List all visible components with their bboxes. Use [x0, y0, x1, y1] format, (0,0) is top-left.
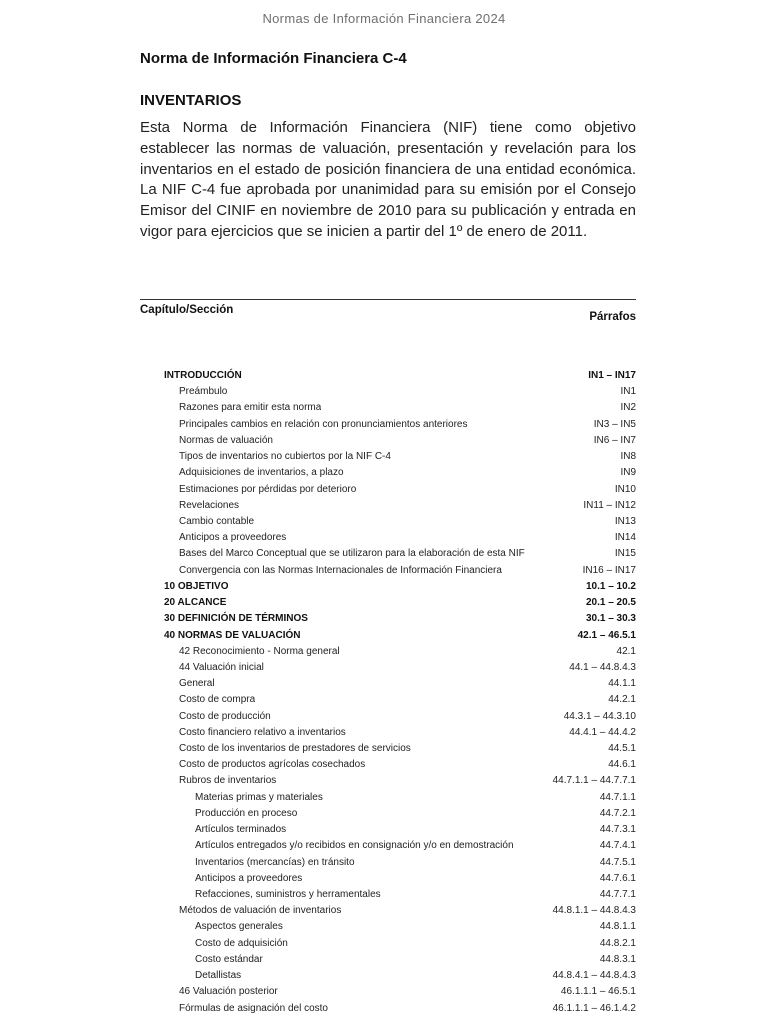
toc-row-paragraphs: 44.8.3.1: [599, 953, 636, 965]
toc-row: [164, 563, 636, 579]
toc-row-label: Revelaciones: [179, 499, 240, 511]
toc-row-paragraphs: 44.7.5.1: [599, 856, 636, 868]
toc-row-paragraphs: 44.7.6.1: [599, 872, 636, 884]
toc-row-paragraphs: 44.7.1.1: [599, 791, 636, 803]
section-heading: INVENTARIOS: [140, 92, 242, 109]
toc-row-paragraphs: 44.8.1.1 – 44.8.4.3: [552, 905, 636, 917]
toc-row: [164, 579, 636, 595]
toc-row-label: Producción en proceso: [195, 807, 298, 819]
toc-row: [164, 530, 636, 546]
toc-row: [164, 449, 636, 465]
toc-row-paragraphs: 46.1.1.1 – 46.5.1: [560, 986, 636, 998]
toc-row-label: Artículos terminados: [195, 824, 287, 836]
toc-row: [164, 919, 636, 935]
toc-row-paragraphs: 44.7.3.1: [599, 824, 636, 836]
toc-row-paragraphs: 44.3.1 – 44.3.10: [563, 710, 636, 722]
toc-row: [164, 417, 636, 433]
table-of-contents: [164, 368, 636, 1017]
toc-row: [164, 984, 636, 1000]
toc-row: [164, 790, 636, 806]
toc-row: [164, 660, 636, 676]
toc-row-paragraphs: 44.4.1 – 44.4.2: [569, 726, 636, 738]
toc-row-paragraphs: 44.8.2.1: [599, 937, 636, 949]
toc-row-label: Fórmulas de asignación del costo: [179, 1002, 328, 1014]
toc-row-label: Razones para emitir esta norma: [179, 402, 322, 414]
toc-row-paragraphs: IN6 – IN7: [593, 434, 636, 446]
toc-row-paragraphs: 44.5.1: [608, 743, 636, 755]
toc-row-paragraphs: IN8: [620, 451, 636, 463]
toc-row-label: Refacciones, suministros y herramentales: [195, 889, 381, 900]
toc-row: [164, 936, 636, 952]
toc-row-paragraphs: IN3 – IN5: [593, 418, 636, 430]
toc-row: [164, 546, 636, 562]
toc-row: [164, 595, 636, 611]
toc-row-label: Anticipos a proveedores: [179, 532, 287, 544]
toc-row-paragraphs: 20.1 – 20.5: [585, 597, 636, 609]
toc-row-paragraphs: IN11 – IN12: [583, 499, 636, 511]
toc-row: [164, 676, 636, 692]
toc-row-label: Costo financiero relativo a inventarios: [179, 726, 346, 738]
toc-row-label: Costo de adquisición: [195, 937, 288, 949]
toc-row: [164, 628, 636, 644]
toc-row: [164, 514, 636, 530]
toc-row-label: Materias primas y materiales: [195, 791, 323, 803]
intro-paragraph: Esta Norma de Información Financiera (NIF) tiene como objetivo establecer las normas de valuación, presentación y revelación para los inventarios en el estado de posición financiera de una entidad económica. La NIF C-4 fue aprobada por unanimidad para su emisión por el Consejo Emisor del CINIF en noviembre de 2010 para su publicación y entrada en vigor para ejercicios que se inicien a partir del 1º de enero de 2011.: [140, 119, 636, 240]
toc-row-paragraphs: 42.1: [616, 645, 636, 657]
toc-row: [164, 871, 636, 887]
toc-row-label: 40 NORMAS DE VALUACIÓN: [164, 629, 301, 641]
toc-row-label: Convergencia con las Normas Internacionales de Información Financiera: [179, 564, 502, 576]
toc-row-label: Normas de valuación: [179, 434, 273, 446]
toc-row: [164, 725, 636, 741]
toc-row-paragraphs: IN13: [614, 515, 636, 527]
toc-row-label: Preámbulo: [179, 386, 228, 398]
toc-row-paragraphs: 44.7.4.1: [599, 840, 636, 852]
toc-row-paragraphs: 30.1 – 30.3: [585, 613, 636, 625]
toc-column-paragraphs: Párrafos: [589, 311, 636, 323]
toc-row: [164, 433, 636, 449]
toc-row-paragraphs: 44.1 – 44.8.4.3: [569, 661, 636, 673]
toc-row-paragraphs: 44.7.7.1: [599, 889, 636, 900]
toc-row-label: Costo de productos agrícolas cosechados: [179, 759, 366, 771]
toc-row-paragraphs: 10.1 – 10.2: [585, 580, 636, 592]
toc-row: [164, 709, 636, 725]
toc-row-label: Aspectos generales: [195, 921, 283, 933]
toc-row-label: Métodos de valuación de inventarios: [179, 905, 342, 917]
toc-row-paragraphs: IN9: [620, 467, 636, 479]
toc-row-paragraphs: 44.1.1: [608, 678, 636, 690]
toc-row-label: Principales cambios en relación con pronunciamientos anteriores: [179, 418, 468, 430]
toc-row-paragraphs: IN2: [620, 402, 636, 414]
toc-row: [164, 968, 636, 984]
toc-row-paragraphs: IN1 – IN17: [588, 370, 636, 381]
toc-row: [164, 806, 636, 822]
toc-row-paragraphs: 44.6.1: [608, 759, 636, 771]
toc-row: [164, 384, 636, 400]
toc-row: [164, 368, 636, 384]
toc-row: [164, 952, 636, 968]
toc-row-label: INTRODUCCIÓN: [164, 370, 242, 381]
toc-row-label: Costo de producción: [179, 710, 271, 722]
toc-row: [164, 855, 636, 871]
toc-row: [164, 887, 636, 903]
toc-row: [164, 465, 636, 481]
toc-row-paragraphs: IN10: [614, 483, 636, 495]
toc-row-paragraphs: 42.1 – 46.5.1: [577, 629, 636, 641]
toc-row: [164, 1001, 636, 1017]
toc-row-label: Tipos de inventarios no cubiertos por la NIF C-4: [179, 451, 391, 463]
toc-row-paragraphs: 44.7.1.1 – 44.7.7.1: [552, 775, 636, 787]
toc-row-label: 10 OBJETIVO: [164, 580, 229, 592]
toc-row-label: Inventarios (mercancías) en tránsito: [195, 856, 355, 868]
toc-divider: [140, 299, 636, 300]
toc-column-chapter: Capítulo/Sección: [140, 304, 234, 316]
toc-row-label: Artículos entregados y/o recibidos en consignación y/o en demostración: [195, 840, 514, 852]
toc-row-paragraphs: 46.1.1.1 – 46.1.4.2: [552, 1002, 636, 1014]
toc-row-label: Bases del Marco Conceptual que se utilizaron para la elaboración de esta NIF: [179, 548, 525, 560]
toc-row-label: Costo de los inventarios de prestadores de servicios: [179, 743, 411, 755]
toc-row: [164, 611, 636, 627]
toc-row-label: Rubros de inventarios: [179, 775, 277, 787]
toc-row-label: 30 DEFINICIÓN DE TÉRMINOS: [164, 613, 308, 625]
toc-row-label: Cambio contable: [179, 515, 255, 527]
toc-row: [164, 757, 636, 773]
toc-row-paragraphs: 44.8.1.1: [599, 921, 636, 933]
toc-row: [164, 838, 636, 854]
toc-row-paragraphs: IN1: [620, 386, 636, 398]
toc-row: [164, 741, 636, 757]
toc-row-paragraphs: IN14: [614, 532, 636, 544]
toc-row-label: Costo estándar: [195, 953, 263, 965]
toc-row-label: 20 ALCANCE: [164, 597, 227, 609]
toc-row-label: General: [179, 678, 215, 690]
toc-row-label: 46 Valuación posterior: [179, 986, 278, 998]
toc-row-label: Adquisiciones de inventarios, a plazo: [179, 467, 344, 479]
toc-row: [164, 498, 636, 514]
toc-row: [164, 903, 636, 919]
toc-row-label: 44 Valuación inicial: [179, 661, 264, 673]
toc-row-paragraphs: IN15: [614, 548, 636, 560]
toc-row: [164, 773, 636, 789]
toc-row: [164, 644, 636, 660]
toc-row-label: Detallistas: [195, 970, 242, 982]
toc-row-paragraphs: 44.2.1: [608, 694, 636, 706]
toc-row: [164, 692, 636, 708]
toc-row-label: Costo de compra: [179, 694, 256, 706]
document-title: Norma de Información Financiera C-4: [140, 50, 407, 67]
toc-row-paragraphs: 44.8.4.1 – 44.8.4.3: [552, 970, 636, 982]
toc-row: [164, 400, 636, 416]
toc-row-paragraphs: 44.7.2.1: [599, 807, 636, 819]
toc-row-paragraphs: IN16 – IN17: [582, 564, 636, 576]
toc-row-label: 42 Reconocimiento - Norma general: [179, 645, 340, 657]
running-header: Normas de Información Financiera 2024: [262, 11, 506, 26]
toc-row-label: Estimaciones por pérdidas por deterioro: [179, 483, 357, 495]
toc-row: [164, 822, 636, 838]
toc-row-label: Anticipos a proveedores: [195, 872, 303, 884]
toc-row: [164, 482, 636, 498]
